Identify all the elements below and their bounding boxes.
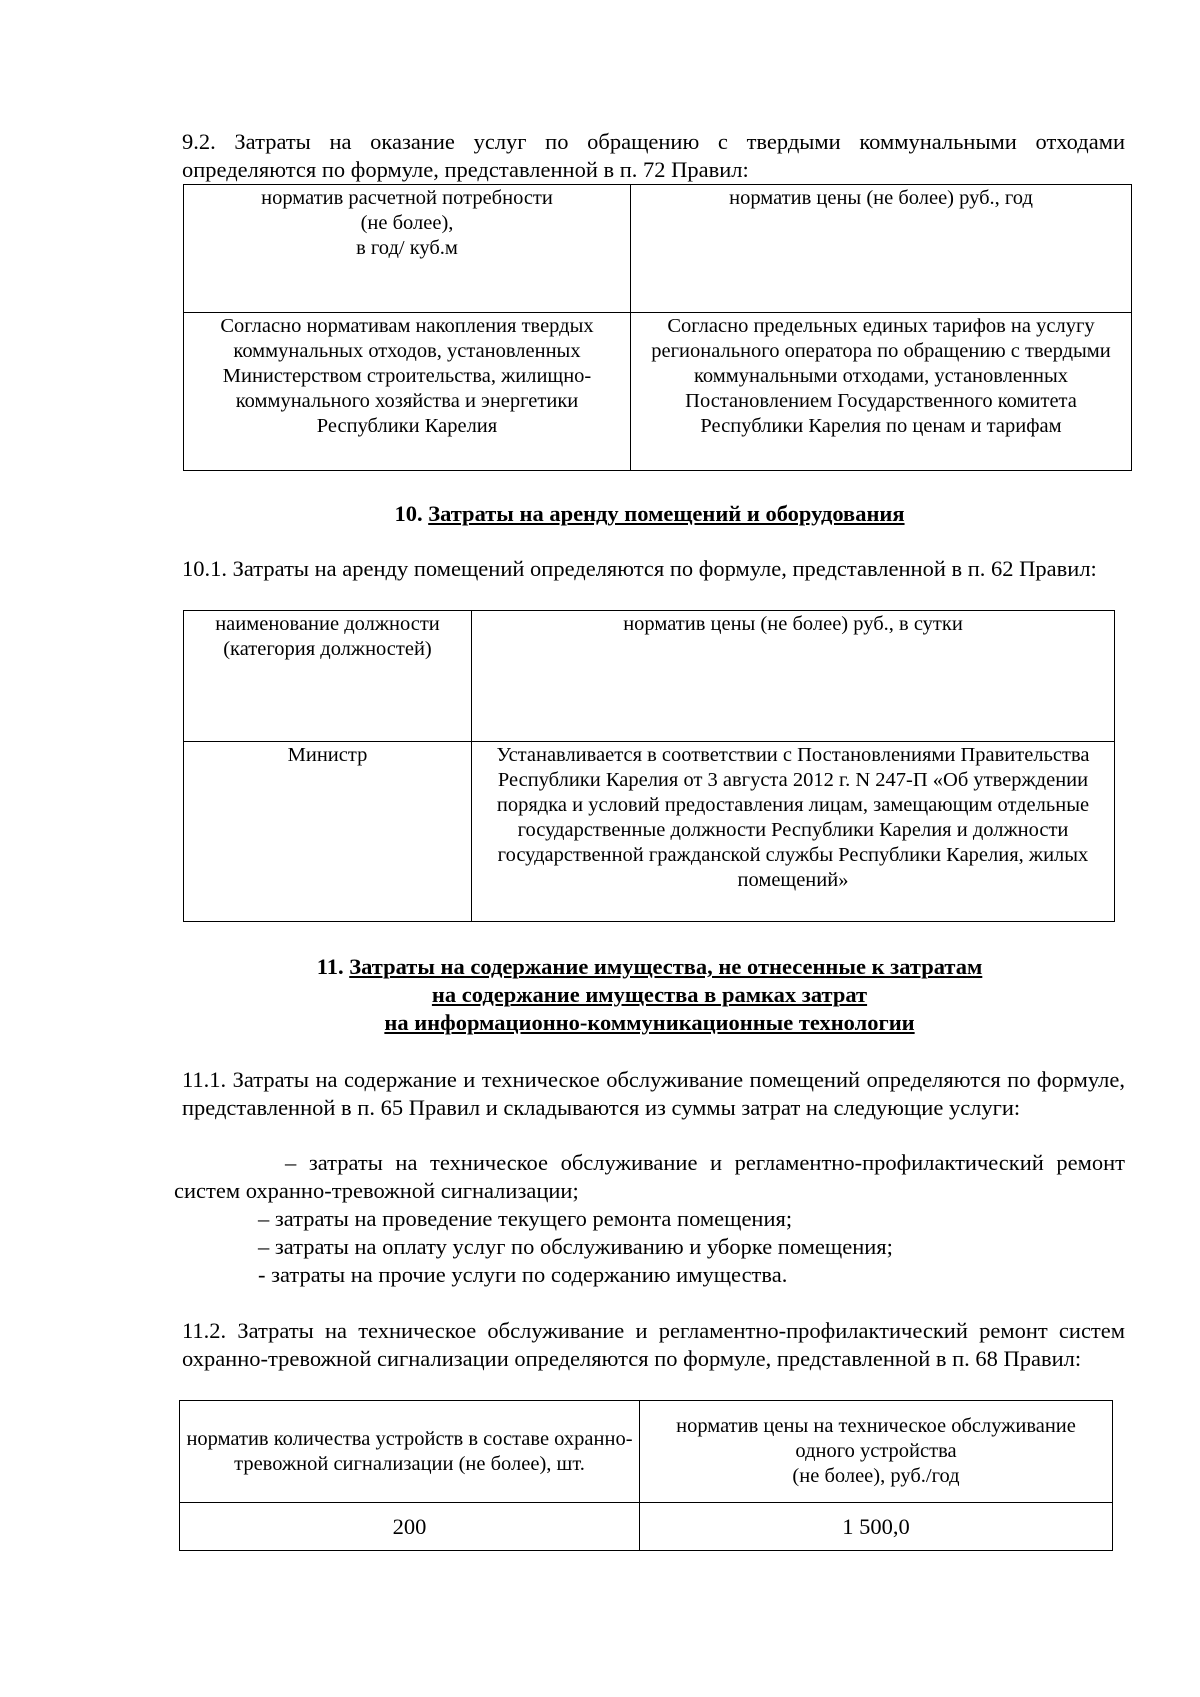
table-row: [184, 313, 1132, 471]
heading-line: на содержание имущества в рамках затрат: [431, 982, 868, 1007]
table-cell: Согласно нормативам накопления твердых коммунальных отходов, установленных Министерством строительства, жилищно-коммунального хозяйства и энергетики Республики Карелия: [184, 313, 631, 471]
list-item: – затраты на проведение текущего ремонта помещения;: [258, 1206, 793, 1231]
paragraph-11-1: 11.1. Затраты на содержание и техническое обслуживание помещений определяются по формуле, представленной в п. 65 Правил и складываются из суммы затрат на следующие услуги:: [182, 1067, 1125, 1120]
section-title: Затраты на содержание имущества, не отнесенные к затратам: [349, 954, 983, 979]
list-item: – затраты на техническое обслуживание и регламентно-профилактический ремонт систем охранно-тревожной сигнализации;: [174, 1150, 1125, 1203]
list-item: - затраты на прочие услуги по содержанию имущества.: [258, 1262, 788, 1287]
section-heading-11: [174, 953, 1125, 1037]
table-cell: Согласно предельных единых тарифов на услугу регионального оператора по обращению с твердыми коммунальными отходами, установленных Постановлением Государственного комитета Республики Карелия по ценам и тарифам: [631, 313, 1132, 471]
table-cell: Устанавливается в соответствии с Постановлениями Правительства Республики Карелия от 3 августа 2012 г. N 247-П «Об утверждении порядка и условий предоставления лицам, замещающим отдельные государственные должности Республики Карелия и должности государственной гражданской службы Республики Карелия, жилых помещений»: [472, 742, 1115, 922]
table-header-row: [184, 611, 1115, 742]
paragraph-10-1: 10.1. Затраты на аренду помещений определяются по формуле, представленной в п. 62 Правил:: [182, 556, 1097, 581]
heading-line: [174, 953, 1125, 981]
table-row: [184, 742, 1115, 922]
table-header-cell: норматив количества устройств в составе охранно-тревожной сигнализации (не более), шт.: [180, 1401, 640, 1503]
table-cell: 1 500,0: [640, 1503, 1113, 1551]
section-heading-10: [174, 500, 1125, 528]
section-number: 11.: [316, 954, 344, 979]
table-header-cell: наименование должности (категория должностей): [184, 611, 472, 742]
heading-line: на информационно-коммуникационные технологии: [384, 1010, 915, 1035]
table-10-1: [183, 610, 1115, 922]
table-row: [180, 1503, 1113, 1551]
table-header-cell: норматив расчетной потребности (не более), в год/ куб.м: [184, 185, 631, 313]
paragraph-11-2: 11.2. Затраты на техническое обслуживание и регламентно-профилактический ремонт систем охранно-тревожной сигнализации определяются по формуле, представленной в п. 68 Правил:: [182, 1318, 1125, 1371]
table-cell: Министр: [184, 742, 472, 922]
section-number: 10.: [394, 501, 423, 526]
section-title: Затраты на аренду помещений и оборудования: [428, 501, 905, 526]
table-header-cell: норматив цены (не более) руб., в сутки: [472, 611, 1115, 742]
list-item: – затраты на оплату услуг по обслуживанию и уборке помещения;: [258, 1234, 893, 1259]
paragraph-9-2: 9.2. Затраты на оказание услуг по обращению с твердыми коммунальными отходами определяются по формуле, представленной в п. 72 Правил:: [182, 129, 1125, 182]
table-header-row: [180, 1401, 1113, 1503]
table-header-cell: норматив цены (не более) руб., год: [631, 185, 1132, 313]
table-9-2: [183, 184, 1132, 471]
table-11-2: [179, 1400, 1113, 1551]
table-cell: 200: [180, 1503, 640, 1551]
table-header-cell: норматив цены на техническое обслуживание одного устройства (не более), руб./год: [640, 1401, 1113, 1503]
table-header-row: [184, 185, 1132, 313]
